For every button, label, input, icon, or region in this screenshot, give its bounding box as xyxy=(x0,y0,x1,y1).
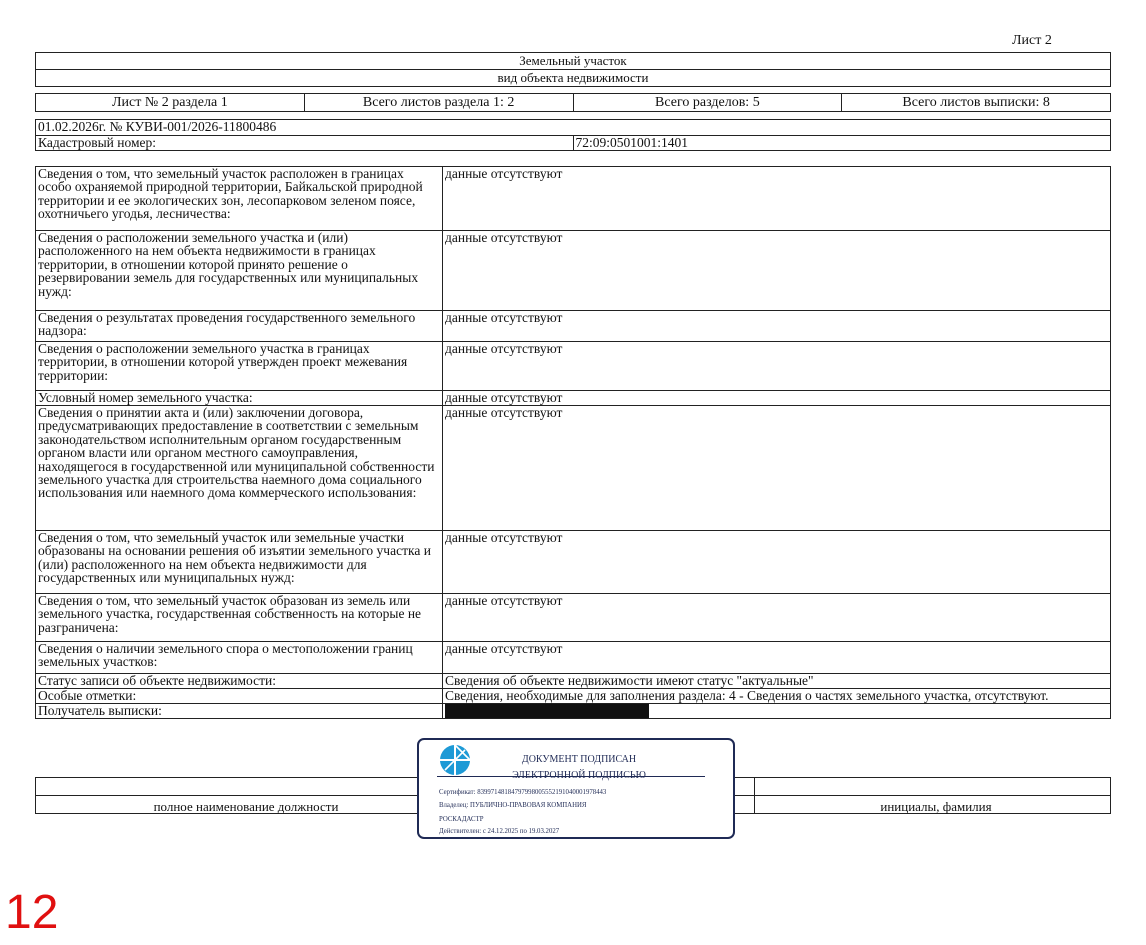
object-type-subtitle xyxy=(35,69,1111,87)
object-type-subtitle-text: вид объекта недвижимости xyxy=(497,70,649,85)
object-type-title xyxy=(35,52,1111,70)
document-reference-table xyxy=(35,119,1111,151)
table-row xyxy=(36,594,1111,642)
table-row xyxy=(36,391,1111,406)
table-row xyxy=(36,642,1111,674)
sheets-in-section-cell: Всего листов раздела 1: 2 xyxy=(305,94,574,111)
row-value: данные отсутствуют xyxy=(443,594,1111,642)
sections-total-cell: Всего разделов: 5 xyxy=(574,94,843,111)
row-value: данные отсутствуют xyxy=(443,531,1111,594)
table-row xyxy=(36,674,1111,689)
row-value: данные отсутствуют xyxy=(443,391,1111,406)
electronic-signature-stamp xyxy=(417,738,735,839)
redacted-recipient xyxy=(445,704,649,718)
row-label: Сведения о том, что земельный участок расположен в границах особо охраняемой природной территории, Байкальской природной территории и ее экологических зон, лесопарковом зеленом поясе, охотничьего угодья, лесничества: xyxy=(36,167,443,231)
row-value: данные отсутствуют xyxy=(443,642,1111,674)
stamp-owner: Владелец: ПУБЛИЧНО-ПРАВОВАЯ КОМПАНИЯ xyxy=(439,802,587,809)
stamp-owner-name: РОСКАДАСТР xyxy=(439,816,484,823)
stamp-certificate: Сертификат: 83997148184797998005552191040001978443 xyxy=(439,789,607,796)
rosreestr-logo-icon xyxy=(439,744,471,776)
row-label: Сведения о результатах проведения государственного земельного надзора: xyxy=(36,311,443,342)
sheet-number-cell: Лист № 2 раздела 1 xyxy=(36,94,305,111)
sheets-total-cell: Всего листов выписки: 8 xyxy=(902,95,1050,110)
signature-column-divider xyxy=(754,778,755,813)
table-row xyxy=(36,342,1111,391)
row-label: Сведения о наличии земельного спора о местоположении границ земельных участков: xyxy=(36,642,443,674)
stamp-validity: Действителен: с 24.12.2025 по 19.03.2027 xyxy=(439,828,560,835)
table-row xyxy=(36,689,1111,704)
row-label: Сведения о расположении земельного участка в границах территории, в отношении которой утвержден проект межевания территории: xyxy=(36,342,443,391)
cadastral-value: 72:09:0501001:1401 xyxy=(573,136,1111,151)
row-value: Сведения об объекте недвижимости имеют статус "актуальные" xyxy=(443,674,1111,689)
row-value: данные отсутствуют xyxy=(443,342,1111,391)
row-label: Сведения о расположении земельного участка и (или) расположенного на нем объекта недвижимости в границах территории, в отношении которой принято решение о резервировании земель для государственных или муниципальных нужд: xyxy=(36,231,443,311)
table-row xyxy=(36,406,1111,531)
document-ref: 01.02.2026г. № КУВИ-001/2026-11800486 xyxy=(36,120,1111,136)
recipient-value xyxy=(443,704,1111,719)
position-caption: полное наименование должности xyxy=(153,799,339,814)
row-label: Сведения о принятии акта и (или) заключении договора, предусматривающих предоставление в соответствии с земельным законодательством исполнительным органом государственным органом власти или органом местного самоуправления, находящегося в государственной или муниципальной собственности земельного участка для строительства наемного дома социального использования или наемного дома коммерческого использования: xyxy=(36,406,443,531)
recipient-row xyxy=(36,704,1111,719)
table-row xyxy=(36,167,1111,231)
page-number: 12 xyxy=(5,886,59,939)
document-ref-row xyxy=(36,120,1111,136)
table-row xyxy=(36,231,1111,311)
row-value: данные отсутствуют xyxy=(443,167,1111,231)
object-type-title-text: Земельный участок xyxy=(519,53,627,68)
cadastral-label: Кадастровый номер: xyxy=(36,136,574,151)
row-value: Сведения, необходимые для заполнения раздела: 4 - Сведения о частях земельного участка, отсутствуют. xyxy=(443,689,1111,704)
recipient-label: Получатель выписки: xyxy=(36,704,443,719)
row-label: Сведения о том, что земельный участок или земельные участки образованы на основании решения об изъятии земельного участка и (или) расположенного на нем объекта недвижимости для государственных или муниципальных нужд: xyxy=(36,531,443,594)
row-value: данные отсутствуют xyxy=(443,231,1111,311)
name-caption: инициалы, фамилия xyxy=(880,799,992,814)
sheet-label: Лист 2 xyxy=(1012,33,1052,48)
row-label: Условный номер земельного участка: xyxy=(36,391,443,406)
stamp-line1: ДОКУМЕНТ ПОДПИСАН xyxy=(521,754,637,765)
row-label: Сведения о том, что земельный участок образован из земель или земельного участка, государственная собственность на которые не разграничена: xyxy=(36,594,443,642)
row-label: Особые отметки: xyxy=(36,689,443,704)
sheet-info-row xyxy=(35,93,1111,112)
table-row xyxy=(36,531,1111,594)
row-label: Статус записи об объекте недвижимости: xyxy=(36,674,443,689)
stamp-line2: ЭЛЕКТРОННОЙ ПОДПИСЬЮ xyxy=(512,770,646,781)
row-value: данные отсутствуют xyxy=(443,406,1111,531)
row-value: данные отсутствуют xyxy=(443,311,1111,342)
stamp-divider xyxy=(437,776,705,777)
cadastral-row xyxy=(36,136,1111,151)
table-row xyxy=(36,311,1111,342)
details-table xyxy=(35,166,1111,719)
